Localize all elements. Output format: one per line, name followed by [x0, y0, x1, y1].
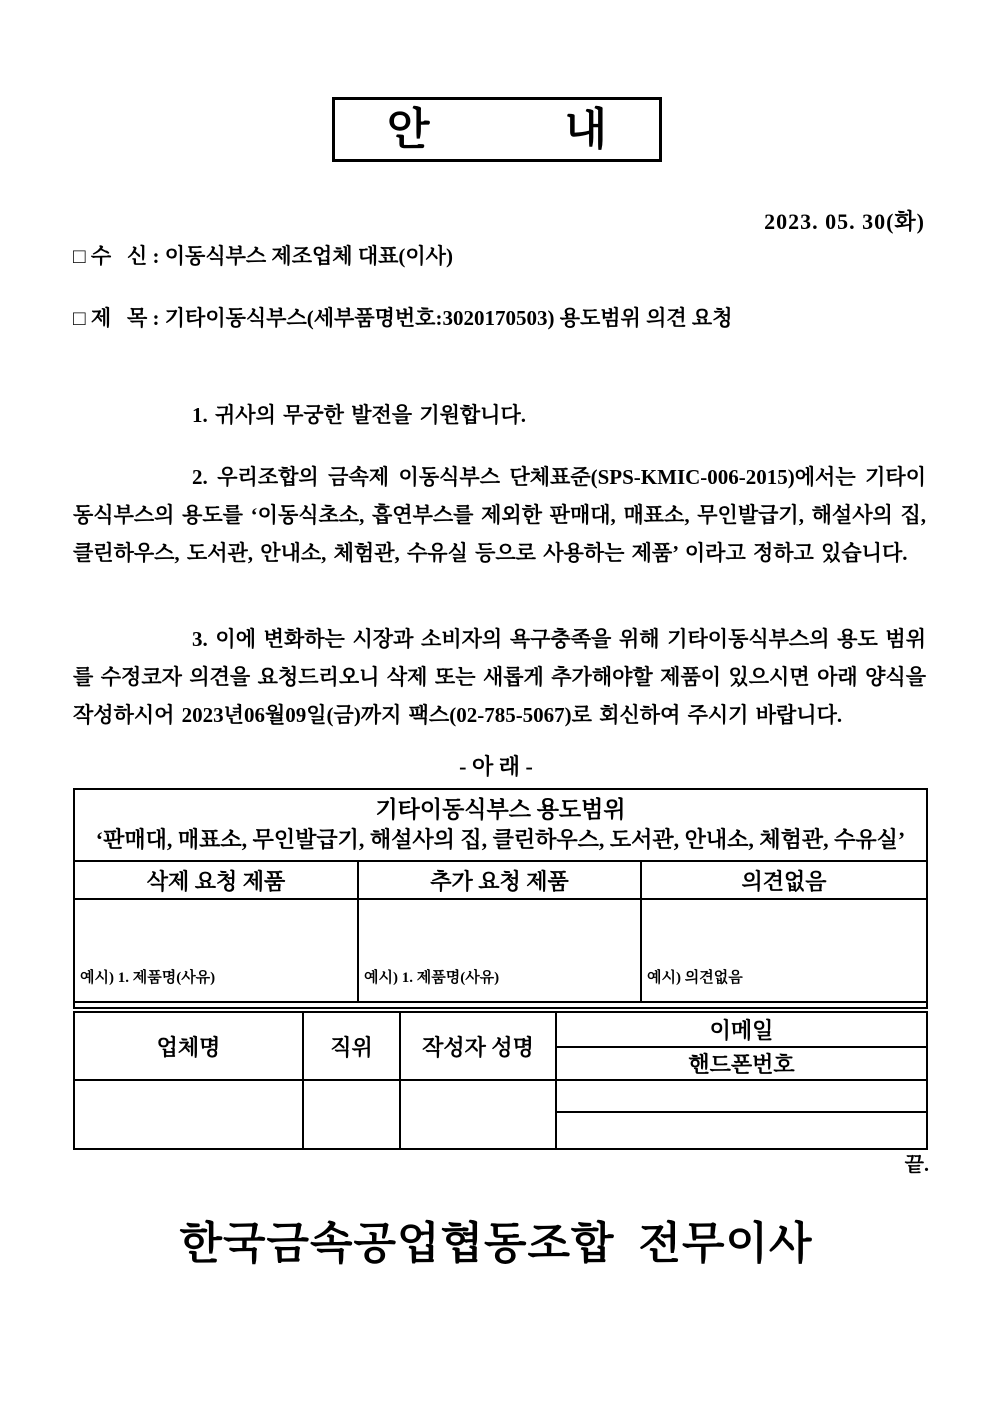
recipient-line: □ 수 신 : 이동식부스 제조업체 대표(이사): [73, 244, 453, 268]
document-title-char-right: 내: [564, 104, 607, 154]
no-opinion-example: 예시) 의견없음: [647, 970, 743, 986]
position-entry-cell: [303, 1080, 400, 1149]
table-spacer-row: [74, 1002, 927, 1008]
email-entry-cell: [556, 1080, 927, 1112]
position-header: 직위: [303, 1012, 400, 1080]
paragraph-greeting: 1. 귀사의 무궁한 발전을 기원합니다.: [192, 403, 527, 427]
usage-table-title-cell: [74, 789, 927, 861]
subject-line: □ 제 목 : 기타이동식부스(세부품명번호:3020170503) 용도범위 의견 요청: [73, 306, 733, 330]
phone-header: 핸드폰번호: [556, 1047, 927, 1080]
company-name-entry-cell: [74, 1080, 303, 1149]
document-title-box: [332, 97, 662, 162]
paragraph-request: 3. 이에 변화하는 시장과 소비자의 욕구충족을 위해 기타이동식부스의 용도 범위를 수정코자 의견을 요청드리오니 삭제 또는 새롭게 추가해야할 제품이 있으시면 아래 양식을 작성하시어 2023년06월09일(금)까지 팩스(02-785-5067)로 회신하여 주시기 바랍니다.: [73, 627, 926, 727]
usage-scope-table: [73, 788, 928, 1009]
add-request-entry-cell: [358, 899, 641, 1002]
writer-name-entry-cell: [400, 1080, 556, 1149]
add-request-example: 예시) 1. 제품명(사유): [364, 970, 500, 986]
column-header-delete-request: 삭제 요청 제품: [74, 861, 358, 899]
usage-table-title: 기타이동식부스 용도범위: [375, 797, 626, 822]
column-header-add-request: 추가 요청 제품: [358, 861, 641, 899]
writer-name-header: 작성자 성명: [400, 1012, 556, 1080]
email-header: 이메일: [556, 1012, 927, 1047]
below-divider-label: - 아 래 -: [459, 754, 533, 779]
document-title-char-left: 안: [387, 104, 430, 154]
paragraph-standard-definition: 2. 우리조합의 금속제 이동식부스 단체표준(SPS-KMIC-006-2015)에서는 기타이동식부스의 용도를 ‘이동식초소, 흡연부스를 제외한 판매대, 매표소, 무인발급기, 해설사의 집, 클린하우스, 도서관, 안내소, 체험관, 수유실 등으로 사용하는 제품’ 이라고 정하고 있습니다.: [73, 465, 926, 565]
signature-text: 한국금속공업협동조합 전무이사: [179, 1219, 813, 1268]
no-opinion-entry-cell: [641, 899, 927, 1002]
column-header-no-opinion: 의견없음: [641, 861, 927, 899]
document-date: 2023. 05. 30(화): [764, 209, 925, 234]
company-name-header: 업체명: [74, 1012, 303, 1080]
usage-table-subtitle: ‘판매대, 매표소, 무인발급기, 해설사의 집, 클린하우스, 도서관, 안내소, 체험관, 수유실’: [95, 827, 906, 852]
delete-request-example: 예시) 1. 제품명(사유): [80, 970, 216, 986]
delete-request-entry-cell: [74, 899, 358, 1002]
contact-info-table: [73, 1011, 928, 1150]
end-mark: 끝.: [904, 1154, 929, 1176]
phone-entry-cell: [556, 1112, 927, 1149]
